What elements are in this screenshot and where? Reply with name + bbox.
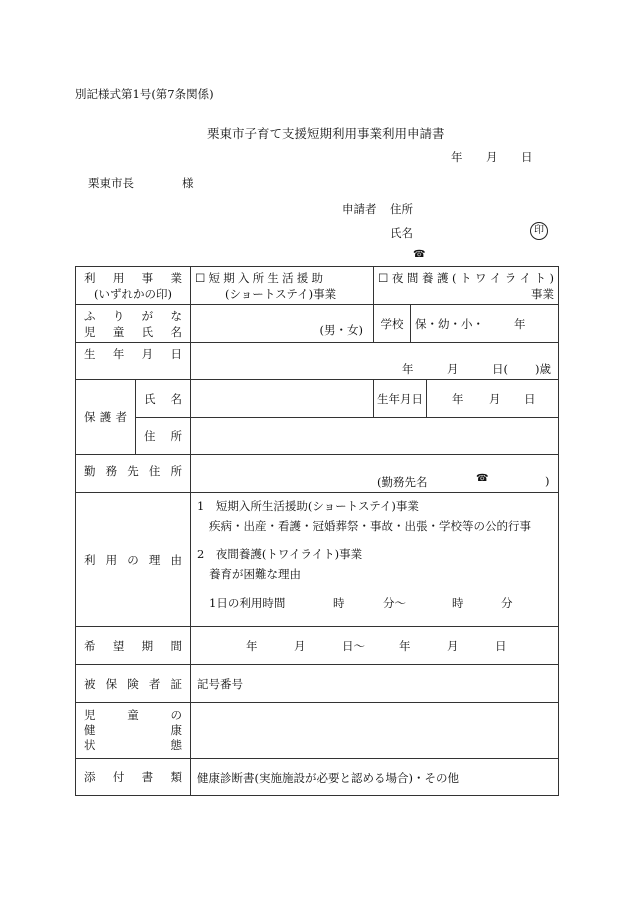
guardian-birth-divider: [426, 380, 427, 417]
guardian-address-label: 住所: [144, 429, 183, 443]
attachments-label: 添付書類: [84, 770, 183, 784]
form-number: 別記様式第1号(第7条関係): [75, 87, 214, 101]
date-month-label: 月: [486, 150, 498, 164]
health-field[interactable]: [191, 703, 559, 759]
health-label-2: 健康: [84, 723, 183, 737]
time-hour1-label: 時: [333, 596, 345, 610]
guardian-birth-day-label: 日: [524, 392, 536, 406]
time-hour2-label: 時: [452, 596, 464, 610]
seal-mark: 印: [530, 222, 548, 240]
health-label-3: 状態: [84, 738, 183, 752]
insurance-row: [76, 665, 559, 703]
reason-row: [76, 493, 559, 627]
period-day2-label: 日: [495, 639, 507, 653]
birth-year-label: 年: [402, 362, 414, 376]
page-title: 栗東市子育て支援短期利用事業利用申請書: [207, 126, 445, 141]
reason1-detail: 疾病・出産・看護・冠婚葬祭・事故・出張・学校等の公的行事: [209, 519, 532, 533]
workplace-phone-icon: ☎: [476, 473, 489, 484]
guardian-birth-field[interactable]: [374, 380, 559, 418]
attachments-value: 健康診断書(実施施設が必要と認める場合)・その他: [197, 771, 459, 785]
birth-field[interactable]: [191, 343, 559, 380]
school-label: 学校: [374, 305, 411, 343]
workplace-close-paren: ): [545, 474, 550, 488]
date-year-label: 年: [451, 150, 463, 164]
reason2-title: 2 夜間養護(トワイライト)事業: [197, 547, 363, 561]
workplace-field[interactable]: [191, 455, 559, 493]
insurance-value-label: 記号番号: [197, 677, 244, 691]
service-note: (いずれかの印): [94, 286, 172, 301]
birth-month-label: 月: [447, 362, 459, 376]
reason-field[interactable]: [191, 493, 559, 627]
guardian-address-row: [76, 418, 559, 455]
phone-icon: ☎: [413, 249, 426, 260]
birth-row: [76, 343, 559, 380]
insurance-field[interactable]: [191, 665, 559, 703]
birth-day-label: 日(: [492, 362, 509, 376]
gender-choice[interactable]: (男・女): [319, 323, 364, 337]
birth-label: 生年月日: [84, 347, 183, 361]
honorific: 様: [182, 176, 194, 190]
birth-age-label: )歳: [535, 362, 552, 376]
guardian-name-row: [76, 380, 559, 418]
guardian-birth-year-label: 年: [452, 392, 464, 406]
addressee: 栗東市長: [88, 176, 134, 190]
child-name-row: [76, 305, 559, 343]
attachments-field: [191, 759, 559, 796]
reason2-detail: 養育が困難な理由: [209, 567, 302, 581]
period-year1-label: 年: [246, 639, 258, 653]
applicant-label: 申請者: [342, 202, 377, 216]
insurance-label: 被保険者証: [84, 676, 183, 691]
twilight-label-2: 事業: [531, 286, 555, 301]
period-row: [76, 627, 559, 665]
guardian-label: 保護者: [84, 410, 127, 424]
guardian-birth-label: 生年月日: [377, 392, 424, 406]
health-row: [76, 703, 559, 759]
option-twilight[interactable]: [374, 267, 559, 305]
period-year2-label: 年: [399, 639, 411, 653]
period-month1-label: 月: [294, 639, 306, 653]
workplace-row: [76, 455, 559, 493]
period-label: 希望期間: [84, 638, 183, 653]
furigana-label: ふりがな: [84, 308, 183, 323]
time-min2-label: 分: [501, 596, 513, 610]
reason1-title: 1 短期入所生活援助(ショートステイ)事業: [197, 499, 419, 513]
applicant-name-label: 氏名: [390, 226, 413, 240]
reason-label: 利用の理由: [84, 552, 183, 567]
workplace-name-label: (勤務先名: [377, 475, 428, 489]
workplace-label: 勤務先住所: [84, 464, 183, 478]
period-day1-label: 日〜: [342, 639, 366, 653]
guardian-address-field[interactable]: [191, 418, 559, 455]
service-row: [76, 267, 559, 305]
school-field[interactable]: [411, 305, 559, 343]
daily-time-label: 1日の利用時間: [209, 596, 286, 610]
applicant-address-label: 住所: [390, 202, 413, 216]
school-type-choice[interactable]: 保・幼・小・: [415, 317, 485, 331]
service-label: 利用事業: [84, 270, 183, 285]
application-table: [75, 266, 559, 796]
school-grade-label: 年: [514, 317, 526, 331]
time-min1-label: 分〜: [383, 596, 407, 610]
period-field[interactable]: [191, 627, 559, 665]
option-short-stay[interactable]: [191, 267, 374, 305]
guardian-birth-month-label: 月: [489, 392, 501, 406]
child-name-label: 児童氏名: [84, 324, 183, 339]
guardian-name-label: 氏名: [144, 391, 183, 406]
twilight-label-1: ☐夜間養護(トワイライト): [378, 270, 555, 285]
health-label-1: 児童の: [84, 708, 183, 722]
child-name-field[interactable]: [191, 305, 374, 343]
short-stay-label-1: ☐短期入所生活援助: [195, 270, 324, 285]
guardian-name-field[interactable]: [191, 380, 374, 418]
short-stay-label-2: (ショートステイ)事業: [225, 286, 337, 301]
date-day-label: 日: [521, 150, 533, 164]
attachments-row: [76, 759, 559, 796]
period-month2-label: 月: [447, 639, 459, 653]
